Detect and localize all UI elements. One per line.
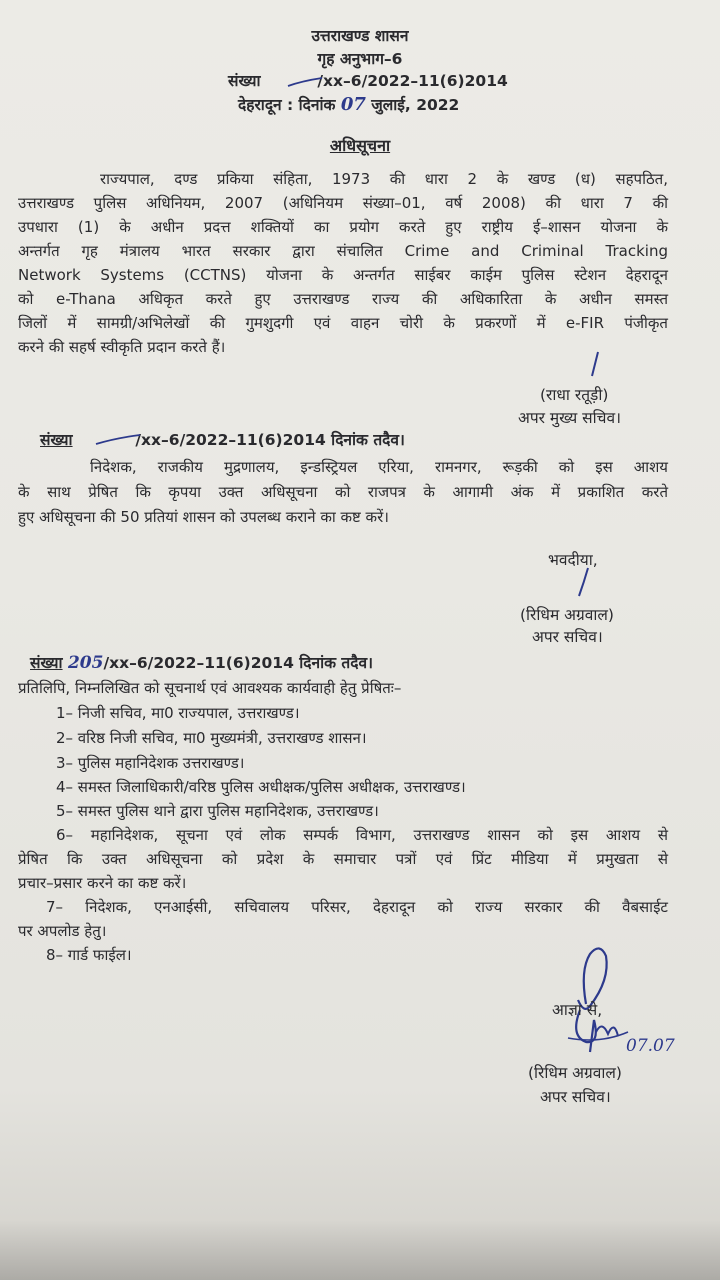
notification-line-6: को e-Thana अधिकृत करते हुए उत्तराखण्ड राज्य की अधिकारिता के अधीन समस्त (18, 290, 668, 308)
reference-slash-mark (282, 74, 332, 90)
memo2-signatory-name: (रिधिम अग्रवाल) (528, 1064, 622, 1082)
notification-line-1: राज्यपाल, दण्ड प्रकिया संहिता, 1973 की धारा 2 के खण्ड (ध) सहपठित, (100, 170, 668, 188)
memo2-reference-number: 205 (67, 653, 104, 673)
copy-item-2: 2– वरिष्ठ निजी सचिव, मा0 मुख्यमंत्री, उत्तराखण्ड शासन। (56, 729, 367, 747)
notification-line-7: जिलों में सामग्री/अभिलेखों की गुमशुदगी एवं वाहन चोरी के प्रकरणों में e-FIR पंजीकृत (18, 314, 668, 332)
memo1-signature-mark (574, 566, 594, 600)
notification-line-5: Network Systems (CCTNS) योजना के अन्तर्गत साईबर काईम पुलिस स्टेशन देहरादून (18, 266, 668, 284)
date-handwritten: 07 (340, 94, 366, 115)
memo2-reference-label: संख्या (30, 654, 63, 672)
copy-item-8: 8– गार्ड फाईल। (46, 946, 132, 964)
memo1-line-2: के साथ प्रेषित कि कृपया उक्त अधिसूचना को राजपत्र के आगामी अंक में प्रकाशित करते (18, 483, 668, 501)
memo2-reference (30, 653, 373, 673)
notification-line-3: उपधारा (1) के अधीन प्रदत्त शक्तियों का प्रयोग करते हुए राष्ट्रीय ई–शासन योजना के (18, 218, 668, 236)
memo1-slash-mark (92, 432, 148, 448)
government-name: उत्तराखण्ड शासन (311, 27, 409, 45)
reference-label: संख्या (228, 72, 261, 90)
signature-date: 07.07 (626, 1036, 675, 1056)
memo1-closing: भवदीया, (548, 551, 598, 569)
issue-date (238, 95, 459, 115)
notification-signatory-title: अपर मुख्य सचिव। (518, 409, 621, 427)
notification-signatory-name: (राधा रतूड़ी) (540, 386, 609, 404)
reference-rest: /xx–6/2022–11(6)2014 (317, 72, 508, 90)
memo1-reference-rest: /xx–6/2022–11(6)2014 दिनांक तदैव। (135, 431, 405, 449)
date-prefix: देहरादून : दिनांक (238, 96, 336, 114)
copy-item-7: 7– निदेशक, एनआईसी, सचिवालय परिसर, देहरादून को राज्य सरकार की वैबसाईट (46, 898, 668, 916)
date-suffix: जुलाई, 2022 (371, 96, 460, 114)
notification-title: अधिसूचना (329, 136, 391, 155)
copy-item-6-cont-2: प्रचार–प्रसार करने का कष्ट करें। (18, 874, 187, 892)
department-name: गृह अनुभाग–6 (317, 50, 403, 68)
memo2-reference-rest: /xx–6/2022–11(6)2014 दिनांक तदैव। (103, 654, 373, 672)
memo1-signatory-name: (रिधिम अग्रवाल) (520, 606, 614, 624)
copy-item-1: 1– निजी सचिव, मा0 राज्यपाल, उत्तराखण्ड। (56, 704, 300, 722)
copy-item-7-cont: पर अपलोड हेतु। (18, 922, 107, 940)
notification-line-4: अन्तर्गत गृह मंत्रालय भारत सरकार द्वारा संचालित Crime and Criminal Tracking (18, 242, 668, 260)
notification-line-2: उत्तराखण्ड पुलिस अधिनियम, 2007 (अधिनियम संख्या–01, वर्ष 2008) की धारा 7 की (18, 194, 668, 212)
memo2-signatory-title: अपर सचिव। (540, 1088, 611, 1106)
copy-item-5: 5– समस्त पुलिस थाने द्वारा पुलिस महानिदेशक, उत्तराखण्ड। (56, 802, 379, 820)
memo1-line-3: हुए अधिसूचना की 50 प्रतियां शासन को उपलब्ध कराने का कष्ट करें। (18, 508, 389, 526)
memo1-reference-label: संख्या (40, 431, 73, 449)
photo-shadow (0, 1220, 720, 1280)
copy-item-6-cont-1: प्रेषित कि उक्त अधिसूचना को प्रदेश के समाचार पत्रों एवं प्रिंट मीडिया में प्रमुखता से (18, 850, 668, 868)
reference-number (228, 71, 508, 91)
memo1-line-1: निदेशक, राजकीय मुद्रणालय, इन्डस्ट्रियल एरिया, रामनगर, रूड़की को इस आशय (90, 458, 668, 476)
copy-item-4: 4– समस्त जिलाधिकारी/वरिष्ठ पुलिस अधीक्षक/पुलिस अधीक्षक, उत्तराखण्ड। (56, 778, 466, 796)
memo2-closing: आज्ञा से, (552, 1001, 603, 1019)
notification-line-8: करने की सहर्ष स्वीकृति प्रदान करते हैं। (18, 338, 226, 356)
copy-item-3: 3– पुलिस महानिदेशक उत्तराखण्ड। (56, 754, 245, 772)
signature-tick-mark (586, 350, 606, 380)
memo1-signatory-title: अपर सचिव। (532, 628, 603, 646)
copy-item-6: 6– महानिदेशक, सूचना एवं लोक सम्पर्क विभाग, उत्तराखण्ड शासन को इस आशय से (56, 826, 668, 844)
memo2-intro: प्रतिलिपि, निम्नलिखित को सूचनार्थ एवं आवश्यक कार्यवाही हेतु प्रेषितः– (18, 679, 402, 697)
